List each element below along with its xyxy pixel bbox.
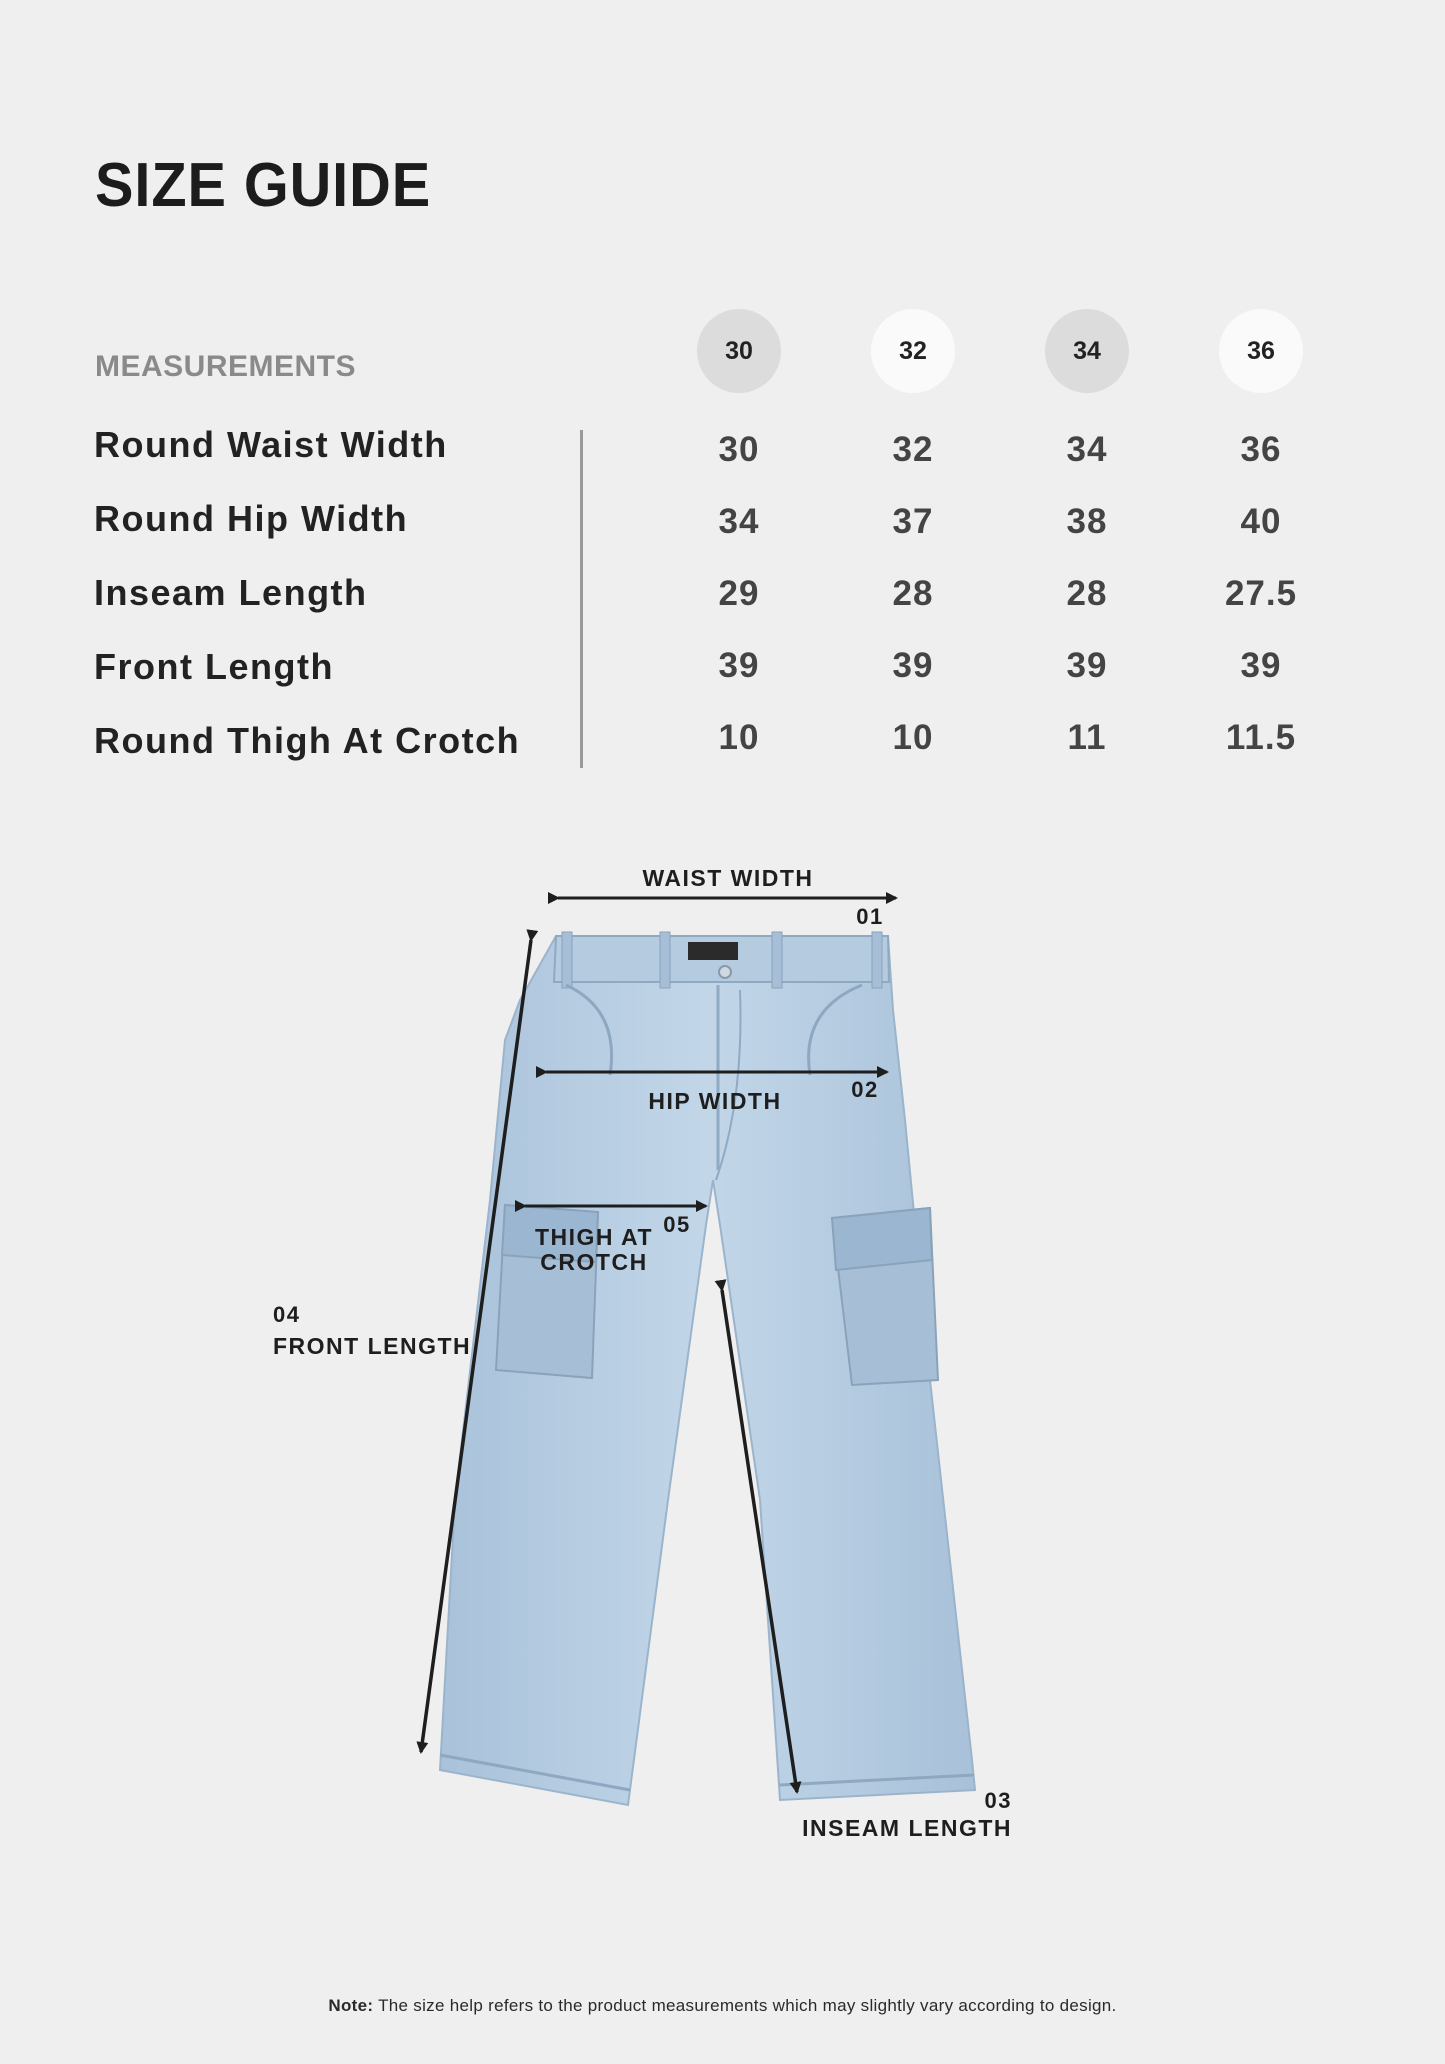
table-cell: 39 [1066, 646, 1108, 685]
table-cell: 32 [892, 430, 934, 469]
row-label-inseam: Inseam Length [94, 572, 368, 613]
table-cell: 36 [1240, 430, 1282, 469]
inseam-num: 03 [984, 1788, 1012, 1813]
table-cell: 28 [892, 574, 934, 613]
table-cell: 30 [718, 430, 760, 469]
hip-num: 02 [851, 1077, 879, 1102]
table-cell: 37 [892, 502, 934, 541]
table-cell: 11.5 [1225, 718, 1297, 757]
jeans-illustration [440, 932, 975, 1805]
waist-label: WAIST WIDTH [642, 865, 814, 891]
row-label-hip: Round Hip Width [94, 498, 409, 539]
table-cell: 38 [1066, 502, 1108, 541]
page-title: SIZE GUIDE [95, 151, 432, 220]
table-cell: 11 [1067, 718, 1107, 757]
row-label-thigh: Round Thigh At Crotch [94, 720, 521, 761]
waist-num: 01 [856, 904, 884, 929]
table-cell: 39 [1240, 646, 1282, 685]
thigh-label-line2: CROTCH [540, 1249, 648, 1275]
thigh-label-line1: THIGH AT [534, 1224, 654, 1250]
row-label-waist: Round Waist Width [94, 424, 448, 465]
table-cell: 28 [1066, 574, 1108, 613]
thigh-num: 05 [663, 1212, 691, 1237]
size-header-32[interactable]: 32 [871, 309, 955, 393]
footnote [0, 1996, 1445, 2016]
table-divider [580, 430, 583, 768]
size-header-34[interactable]: 34 [1045, 309, 1129, 393]
table-cell: 29 [718, 574, 760, 613]
inseam-label: INSEAM LENGTH [802, 1815, 1012, 1841]
table-cell: 40 [1240, 502, 1282, 541]
front-num: 04 [273, 1302, 301, 1327]
size-header-36[interactable]: 36 [1219, 309, 1303, 393]
table-cell: 34 [1066, 430, 1108, 469]
hip-label: HIP WIDTH [648, 1088, 782, 1114]
table-cell: 10 [718, 718, 760, 757]
pants-diagram [0, 840, 1445, 1890]
size-header-30[interactable]: 30 [697, 309, 781, 393]
table-cell: 39 [718, 646, 760, 685]
table-cell: 27.5 [1224, 574, 1298, 613]
table-cell: 39 [892, 646, 934, 685]
table-cell: 10 [892, 718, 934, 757]
note-text: The size help refers to the product measurements which may slightly vary according to design. [378, 1996, 1117, 2015]
table-cell: 34 [718, 502, 760, 541]
row-label-front: Front Length [94, 646, 334, 687]
measurements-label: MEASUREMENTS [95, 350, 357, 383]
note-prefix: Note: [328, 1996, 374, 2015]
front-label: FRONT LENGTH [273, 1333, 472, 1359]
